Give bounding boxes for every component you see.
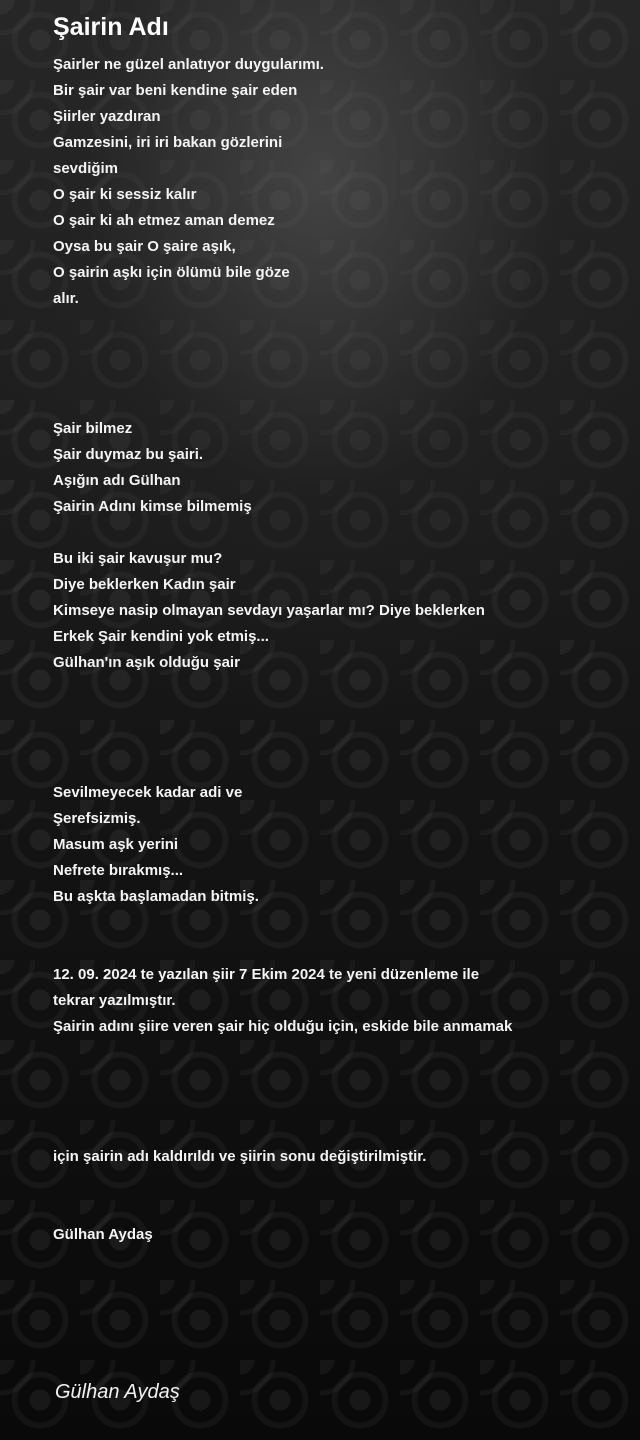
poem-line: Şairin adını şiire veren şair hiç olduğu için, eskide bile anmamak xyxy=(53,1018,513,1035)
poem-line xyxy=(53,728,623,754)
poem-line xyxy=(53,702,623,728)
poem-line xyxy=(53,1066,623,1092)
poem-line xyxy=(53,754,623,780)
poem-title: Şairin Adı xyxy=(53,13,169,41)
poem-line xyxy=(53,338,623,364)
poem-line: Nefrete bırakmış... xyxy=(53,862,184,879)
poem-line xyxy=(53,312,623,338)
poem-line xyxy=(53,1040,623,1066)
poem-line: Diye beklerken Kadın şair xyxy=(53,576,236,593)
poem-line xyxy=(53,390,623,416)
poem-line: Şerefsizmiş. xyxy=(53,810,141,827)
poem-line: O şair ki ah etmez aman demez xyxy=(53,212,275,229)
poem-line: alır. xyxy=(53,290,79,307)
poem-line xyxy=(53,936,623,962)
poem-line: O şair ki sessiz kalır xyxy=(53,186,197,203)
poem-body xyxy=(53,52,623,1248)
poem-line: Gülhan Aydaş xyxy=(53,1226,153,1243)
poem-line: 12. 09. 2024 te yazılan şiir 7 Ekim 2024 te yeni düzenleme ile xyxy=(53,966,480,983)
poem-line: Şair bilmez xyxy=(53,420,133,437)
poem-line: Şairler ne güzel anlatıyor duygularımı. xyxy=(53,56,324,73)
poem-line: Aşığın adı Gülhan xyxy=(53,472,181,489)
poem-line: için şairin adı kaldırıldı ve şiirin sonu değiştirilmiştir. xyxy=(53,1148,427,1165)
poem-line: Oysa bu şair O şaire aşık, xyxy=(53,238,236,255)
poem-line: Şair duymaz bu şairi. xyxy=(53,446,204,463)
poem-line: Şiirler yazdıran xyxy=(53,108,161,125)
poem-line: Bu aşkta başlamadan bitmiş. xyxy=(53,888,259,905)
poem-line xyxy=(53,1196,623,1222)
poem-line xyxy=(53,1092,623,1118)
poem-line: Gamzesini, iri iri bakan gözlerini xyxy=(53,134,283,151)
poem-line: Masum aşk yerini xyxy=(53,836,179,853)
poem-line xyxy=(53,364,623,390)
poem-line xyxy=(53,676,623,702)
poem-line xyxy=(53,1170,623,1196)
poem-line xyxy=(53,910,623,936)
poem-line: Kimseye nasip olmayan sevdayı yaşarlar mı? Diye beklerken xyxy=(53,602,485,619)
poem-line: tekrar yazılmıştır. xyxy=(53,992,176,1009)
poem-line: Şairin Adını kimse bilmemiş xyxy=(53,498,252,515)
poem-line: Gülhan'ın aşık olduğu şair xyxy=(53,654,240,671)
poem-line: Bu iki şair kavuşur mu? xyxy=(53,550,223,567)
poem-author-signature: Gülhan Aydaş xyxy=(55,1381,180,1403)
poem-line xyxy=(53,520,623,546)
poem-line: Bir şair var beni kendine şair eden xyxy=(53,82,298,99)
poem-line: O şairin aşkı için ölümü bile göze xyxy=(53,264,290,281)
poem-line: Erkek Şair kendini yok etmiş... xyxy=(53,628,269,645)
poem-line: sevdiğim xyxy=(53,160,119,177)
poem-line: Sevilmeyecek kadar adi ve xyxy=(53,784,243,801)
poem-line xyxy=(53,1118,623,1144)
